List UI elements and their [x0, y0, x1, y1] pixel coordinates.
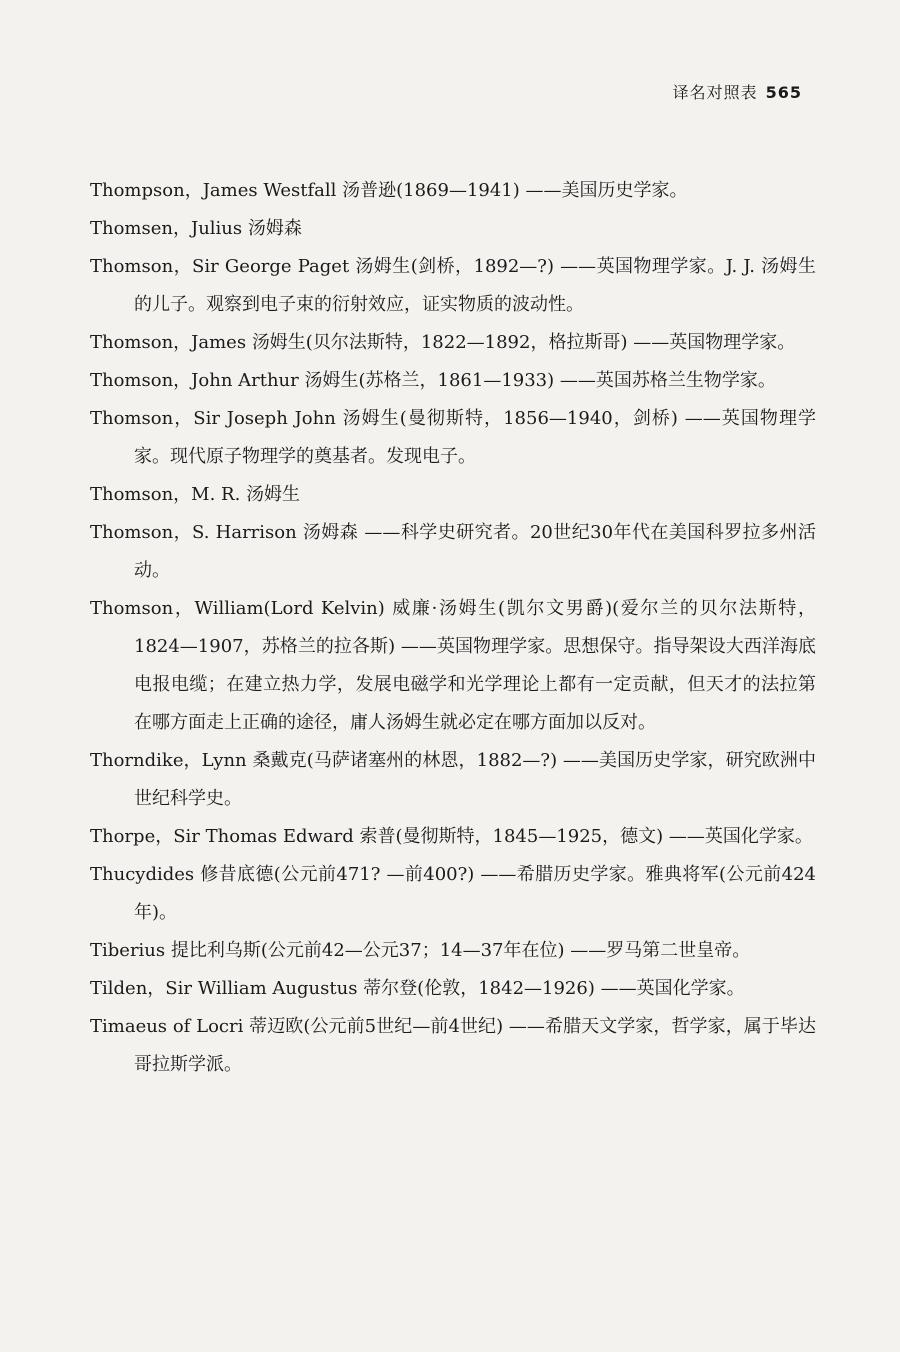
glossary-entry — [90, 590, 816, 742]
entry-text: 索普(曼彻斯特，1845—1925，德文) ——英国化学家。 — [359, 826, 813, 847]
page-number: 565 — [765, 83, 802, 102]
entry-name: Timaeus of Locri — [90, 1016, 244, 1037]
entry-name: Thorpe，Sir Thomas Edward — [90, 826, 354, 847]
glossary-entry — [90, 818, 816, 856]
glossary-entry — [90, 970, 816, 1008]
entry-name: Thomsen，Julius — [90, 218, 243, 239]
glossary-entry — [90, 324, 816, 362]
glossary-entry — [90, 210, 816, 248]
glossary-entry — [90, 476, 816, 514]
entry-text: 蒂尔登(伦敦，1842—1926) ——英国化学家。 — [363, 978, 745, 999]
glossary-entry — [90, 248, 816, 324]
entry-text: 威廉·汤姆生(凯尔文男爵)(爱尔兰的贝尔法斯特，1824—1907，苏格兰的拉各斯) ——英国物理学家。思想保守。指导架设大西洋海底电报电缆；在建立热力学，发展电磁学和光学理论上都有一定贡献，但天才的法拉第在哪方面走上正确的途径，庸人汤姆生就必定在哪方面加以反对。 — [134, 598, 816, 733]
entry-name: Thomson，M. R. — [90, 484, 241, 505]
entry-name: Thompson，James Westfall — [90, 180, 337, 201]
entry-text: 汤姆生(苏格兰，1861—1933) ——英国苏格兰生物学家。 — [304, 370, 776, 391]
glossary-entry — [90, 932, 816, 970]
entry-text: 汤普逊(1869—1941) ——美国历史学家。 — [342, 180, 688, 201]
entry-text: 提比利乌斯(公元前42—公元37；14—37年在位) ——罗马第二世皇帝。 — [170, 940, 751, 961]
entry-name: Thomson，William(Lord Kelvin) — [90, 598, 385, 619]
entry-text: 蒂迈欧(公元前5世纪—前4世纪) ——希腊天文学家，哲学家，属于毕达哥拉斯学派。 — [134, 1016, 816, 1075]
entry-name: Thomson，John Arthur — [90, 370, 299, 391]
entry-text: 汤姆生(贝尔法斯特，1822—1892，格拉斯哥) ——英国物理学家。 — [251, 332, 796, 353]
glossary-entry — [90, 742, 816, 818]
entry-name: Tilden，Sir William Augustus — [90, 978, 358, 999]
entry-name: Thucydides — [90, 864, 195, 885]
entry-text: 汤姆生(曼彻斯特，1856—1940，剑桥) ——英国物理学家。现代原子物理学的奠基者。发现电子。 — [134, 408, 816, 467]
entry-name: Tiberius — [90, 940, 166, 961]
glossary-entry — [90, 1008, 816, 1084]
glossary-entry — [90, 856, 816, 932]
entry-text: 汤姆森 — [247, 218, 302, 239]
entry-name: Thomson，Sir Joseph John — [90, 408, 336, 429]
page-header — [673, 80, 802, 103]
glossary-entry — [90, 514, 816, 590]
entry-text: 汤姆森 ——科学史研究者。20世纪30年代在美国科罗拉多州活动。 — [134, 522, 816, 581]
glossary-entry — [90, 362, 816, 400]
entry-name: Thomson，James — [90, 332, 247, 353]
glossary-entries — [90, 172, 816, 1084]
entry-name: Thorndike，Lynn — [90, 750, 247, 771]
entry-name: Thomson，Sir George Paget — [90, 256, 350, 277]
glossary-entry — [90, 172, 816, 210]
running-title: 译名对照表 — [672, 83, 758, 102]
entry-text: 修昔底德(公元前471? —前400?) ——希腊历史学家。雅典将军(公元前424年)。 — [134, 864, 816, 923]
entry-text: 汤姆生(剑桥，1892—?) ——英国物理学家。J. J. 汤姆生的儿子。观察到电子束的衍射效应，证实物质的波动性。 — [134, 256, 816, 315]
entry-name: Thomson，S. Harrison — [90, 522, 297, 543]
entry-text: 桑戴克(马萨诸塞州的林恩，1882—?) ——美国历史学家，研究欧洲中世纪科学史。 — [134, 750, 816, 809]
entry-text: 汤姆生 — [246, 484, 301, 505]
glossary-entry — [90, 400, 816, 476]
